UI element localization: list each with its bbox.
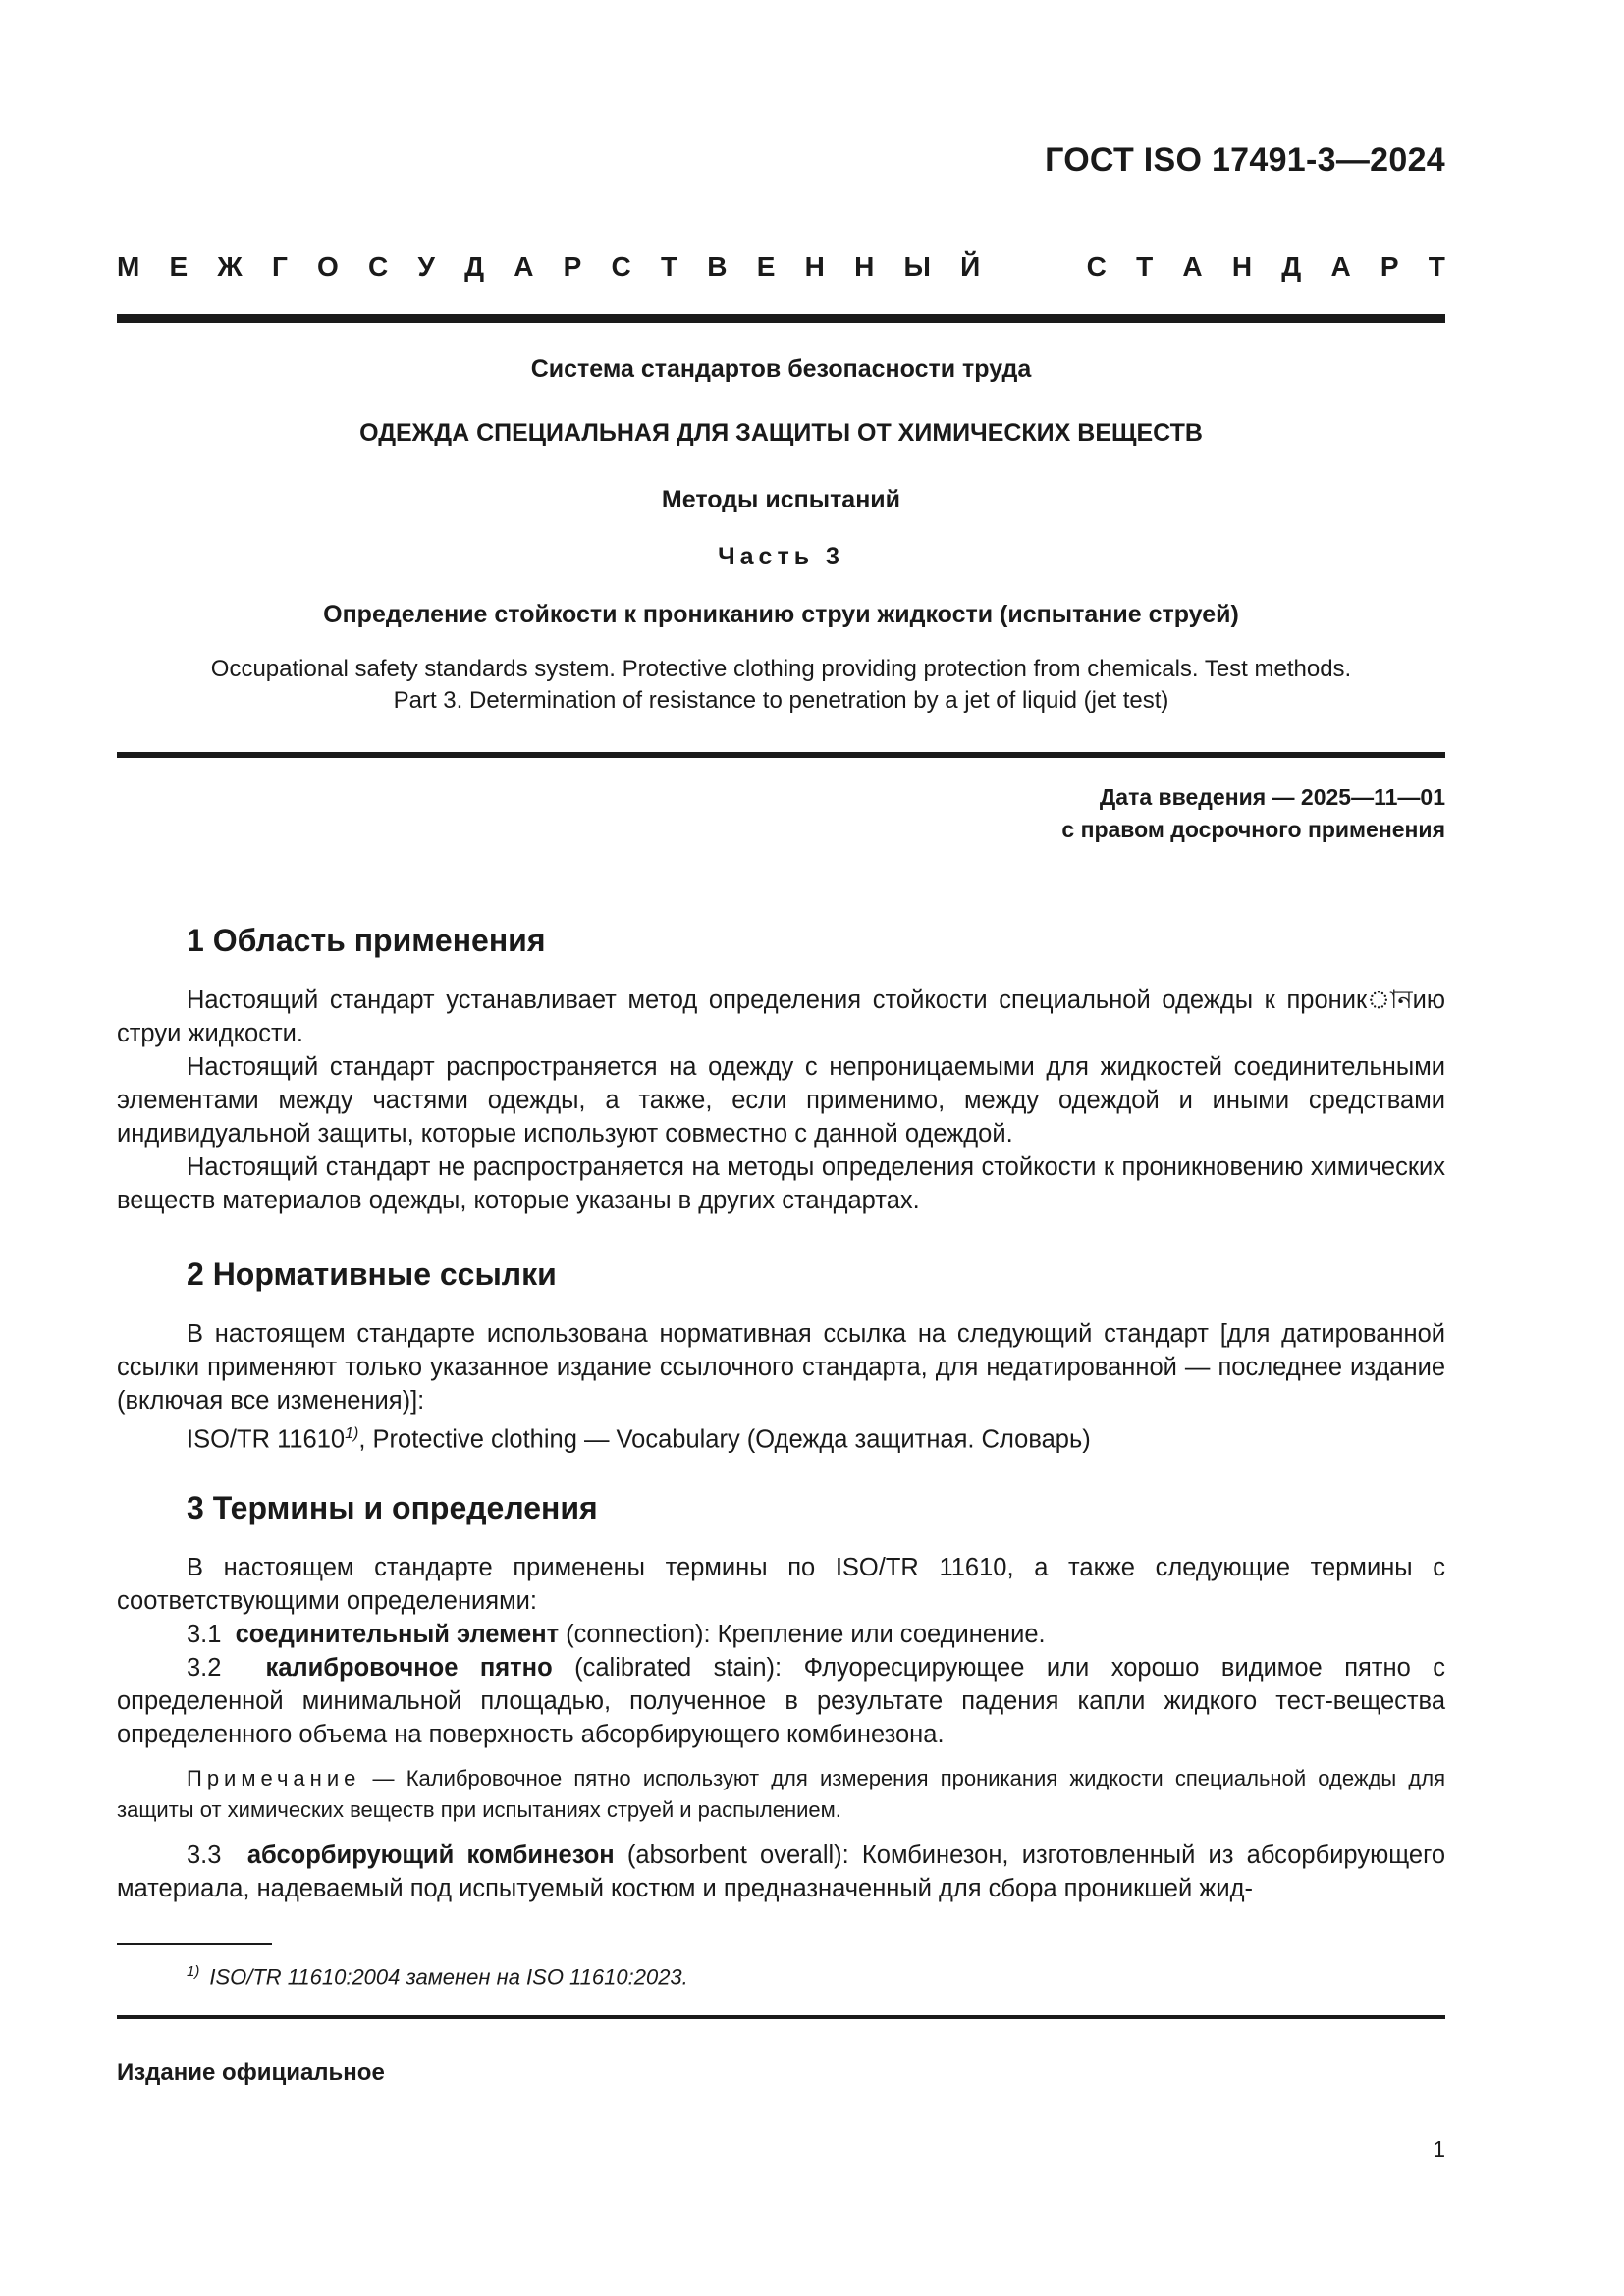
banner-letter: Ж (217, 251, 243, 282)
term-3-2-name: калибровочное пятно (265, 1654, 553, 1682)
banner-letter: А (514, 251, 534, 282)
section-1-paragraph-1: Настоящий стандарт устанавливает метод определения стойкости специальной одежды к проникানию струи жидкости. (117, 987, 1445, 1047)
footnote-text: ISO/TR 11610:2004 заменен на ISO 11610:2023. (209, 1964, 688, 1990)
section-1-paragraph-3: Настоящий стандарт не распространяется на методы определения стойкости к проникновению химических веществ материалов одежды, которые указаны в других стандартах. (117, 1153, 1445, 1214)
title-bottom-rule (117, 752, 1445, 758)
term-3-1-name: соединительный элемент (235, 1621, 560, 1648)
footnote (187, 1963, 688, 1990)
top-rule (117, 314, 1445, 323)
banner-letter: Т (1428, 251, 1445, 282)
banner-letter: О (317, 251, 339, 282)
term-3-2 (117, 1651, 1445, 1751)
banner-word-gap (1009, 251, 1056, 283)
section-3-intro: В настоящем стандарте применены термины по ISO/TR 11610, а также следующие термины с соответствующими определениями: (117, 1554, 1445, 1615)
banner-letter: В (707, 251, 728, 282)
main-title: ОДЕЖДА СПЕЦИАЛЬНАЯ ДЛЯ ЗАЩИТЫ ОТ ХИМИЧЕСКИХ ВЕЩЕСТВ (359, 419, 1203, 447)
banner-letter: С (368, 251, 389, 282)
footnote-mark: 1) (187, 1963, 200, 1980)
note-label: Примечание (187, 1766, 361, 1790)
english-title (117, 654, 1445, 717)
term-3-2-number: 3.2 (187, 1654, 222, 1682)
footnote-reference-mark: 1) (345, 1425, 359, 1442)
term-3-3-number: 3.3 (187, 1842, 222, 1869)
banner-letter: Н (804, 251, 825, 282)
banner-letter: Г (271, 251, 288, 282)
reference-code: ISO/TR 11610 (187, 1425, 346, 1454)
note (117, 1763, 1445, 1826)
banner-letter: Н (1231, 251, 1253, 282)
term-3-3-definition: (absorbent overall): Комбинезон, изготовленный из абсорбирующего материала, надеваемый под испытуемый костюм и предназначенный для сбора проникшей жид- (117, 1842, 1446, 1902)
section-1-heading: 1 Область применения (187, 923, 546, 958)
standard-number: ГОСТ ISO 17491-3—2024 (1045, 141, 1445, 179)
part-title: Часть 3 (718, 543, 844, 570)
banner-letter: Е (756, 251, 776, 282)
banner-letter: Р (1380, 251, 1399, 282)
section-3-heading: 3 Термины и определения (187, 1490, 598, 1525)
introduction-date: Дата введения — 2025—11—01 (1099, 784, 1445, 810)
banner-letter: Т (1136, 251, 1154, 282)
english-title-line-2: Part 3. Determination of resistance to penetration by a jet of liquid (jet test) (393, 687, 1169, 714)
normative-reference (117, 1417, 1445, 1457)
banner-letter: Д (1281, 251, 1302, 282)
banner-letter: А (1182, 251, 1203, 282)
banner-letter: Й (960, 251, 981, 282)
banner-letter: А (1330, 251, 1351, 282)
banner-letter: Ы (903, 251, 931, 282)
banner-letter: Н (854, 251, 875, 282)
banner-letter: Р (563, 251, 582, 282)
banner-letter: Е (169, 251, 189, 282)
interstate-standard-banner (117, 251, 1445, 283)
banner-letter: Т (660, 251, 678, 282)
banner-letter: М (117, 251, 140, 282)
english-title-line-1: Occupational safety standards system. Protective clothing providing protection from chemicals. Test methods. (210, 656, 1352, 682)
note-text: — Калибровочное пятно используют для измерения проникания жидкости специальной одежды для защиты от химических веществ при испытаниях струей и распылением. (117, 1766, 1445, 1822)
introduction-date-block (1061, 781, 1445, 846)
official-edition-label: Издание официальное (117, 2059, 385, 2086)
page-number: 1 (1433, 2136, 1445, 2162)
section-3-body (117, 1551, 1445, 1751)
term-3-1-definition: (connection): Крепление или соединение. (559, 1621, 1046, 1648)
banner-letter: У (417, 251, 435, 282)
term-3-2-definition: (calibrated stain): Флуоресцирующее или хорошо видимое пятно с определенной минимальной площадью, полученное в результате падения капли жидкого тест-вещества определенного объема на поверхность абсорбирующего комбинезона. (117, 1654, 1445, 1748)
term-3-1-number: 3.1 (187, 1621, 222, 1648)
subtitle: Определение стойкости к прониканию струи жидкости (испытание струей) (323, 601, 1239, 628)
system-title: Система стандартов безопасности труда (530, 355, 1032, 383)
reference-title: , Protective clothing — Vocabulary (Одежда защитная. Словарь) (358, 1425, 1091, 1454)
section-2-body (117, 1317, 1445, 1457)
term-3-1 (117, 1618, 1445, 1651)
banner-letter: С (1086, 251, 1107, 282)
term-3-3 (117, 1839, 1445, 1905)
methods-title: Методы испытаний (661, 486, 901, 513)
section-3-continued (117, 1839, 1445, 1905)
banner-letter: С (611, 251, 631, 282)
section-2-heading: 2 Нормативные ссылки (187, 1256, 557, 1292)
banner-letter: Д (464, 251, 485, 282)
footer-rule (117, 2015, 1445, 2019)
section-1-body (117, 984, 1445, 1217)
footnote-separator (117, 1943, 272, 1945)
section-2-paragraph-1: В настоящем стандарте использована нормативная ссылка на следующий стандарт [для датированной ссылки применяют только указанное издание ссылочного стандарта, для недатированной — последнее издание (включая все изменения)]: (117, 1320, 1445, 1415)
term-3-3-name: абсорбирующий комбинезон (246, 1842, 615, 1869)
note-block (117, 1763, 1445, 1826)
section-1-paragraph-2: Настоящий стандарт распространяется на одежду с непроницаемыми для жидкостей соединительными элементами между частями одежды, а также, если применимо, между одеждой и иными средствами индивидуальной защиты, которые используют совместно с данной одеждой. (117, 1053, 1445, 1148)
early-application: с правом досрочного применения (1061, 817, 1445, 842)
